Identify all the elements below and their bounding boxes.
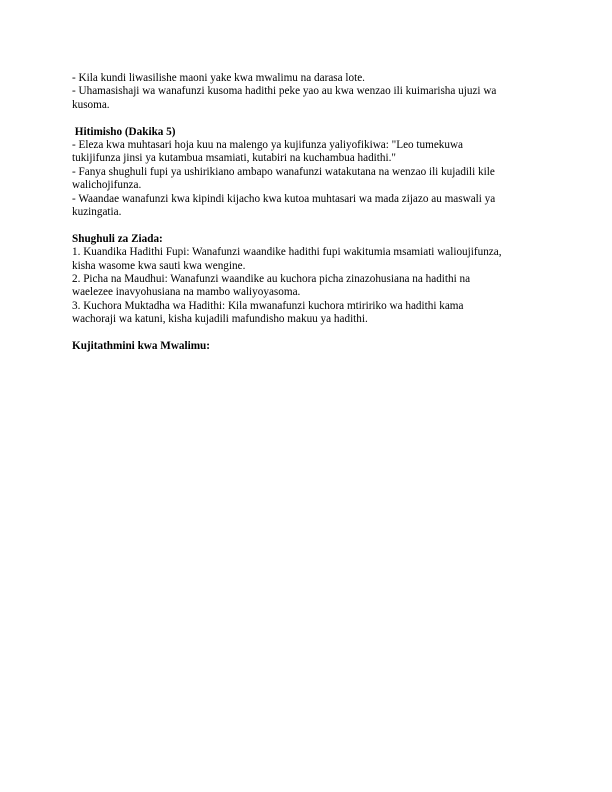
intro-section [72, 72, 542, 112]
body-line: - Waandae wanafunzi kwa kipindi kijacho kwa kutoa muhtasari wa mada zijazo au maswali ya [72, 192, 496, 205]
kujitathmini-heading: Kujitathmini kwa Mwalimu: [72, 340, 210, 353]
body-line: wachoraji wa katuni, kisha kujadili mafundisho makuu ya hadithi. [72, 313, 368, 326]
body-line: - Fanya shughuli fupi ya ushirikiano ambapo wanafunzi watakutana na wenzao ili kujadili kile [72, 165, 495, 178]
document-page [72, 72, 542, 353]
body-line: waelezee inavyohusiana na mambo waliyoyasoma. [72, 286, 301, 299]
body-line: tukijifunza jinsi ya kutambua msamiati, kutabiri na kuchambua hadithi." [72, 152, 396, 165]
paragraph-gap [72, 219, 542, 232]
shughuli-section [72, 233, 542, 327]
body-line: 2. Picha na Maudhui: Wanafunzi waandike au kuchora picha zinazohusiana na hadithi na [72, 273, 471, 286]
paragraph-gap [72, 327, 542, 340]
body-line: - Uhamasishaji wa wanafunzi kusoma hadithi peke yao au kwa wenzao ili kuimarisha ujuzi wa [72, 85, 497, 98]
shughuli-heading: Shughuli za Ziada: [72, 232, 163, 245]
paragraph-gap [72, 112, 542, 125]
hitimisho-section [72, 126, 542, 220]
kujitathmini-section [72, 340, 542, 353]
body-line: 3. Kuchora Muktadha wa Hadithi: Kila mwanafunzi kuchora mtiririko wa hadithi kama [72, 299, 464, 312]
body-line: kisha wasome kwa sauti kwa wengine. [72, 259, 246, 272]
body-line: kuzingatia. [72, 206, 122, 219]
hitimisho-heading: Hitimisho (Dakika 5) [72, 125, 176, 138]
body-line: walichojifunza. [72, 179, 142, 192]
body-line: 1. Kuandika Hadithi Fupi: Wanafunzi waandike hadithi fupi wakitumia msamiati walioujifunza, [72, 246, 502, 259]
body-line: kusoma. [72, 98, 110, 111]
body-line: - Kila kundi liwasilishe maoni yake kwa mwalimu na darasa lote. [72, 72, 365, 84]
body-line: - Eleza kwa muhtasari hoja kuu na malengo ya kujifunza yaliyofikiwa: "Leo tumekuwa [72, 139, 464, 152]
